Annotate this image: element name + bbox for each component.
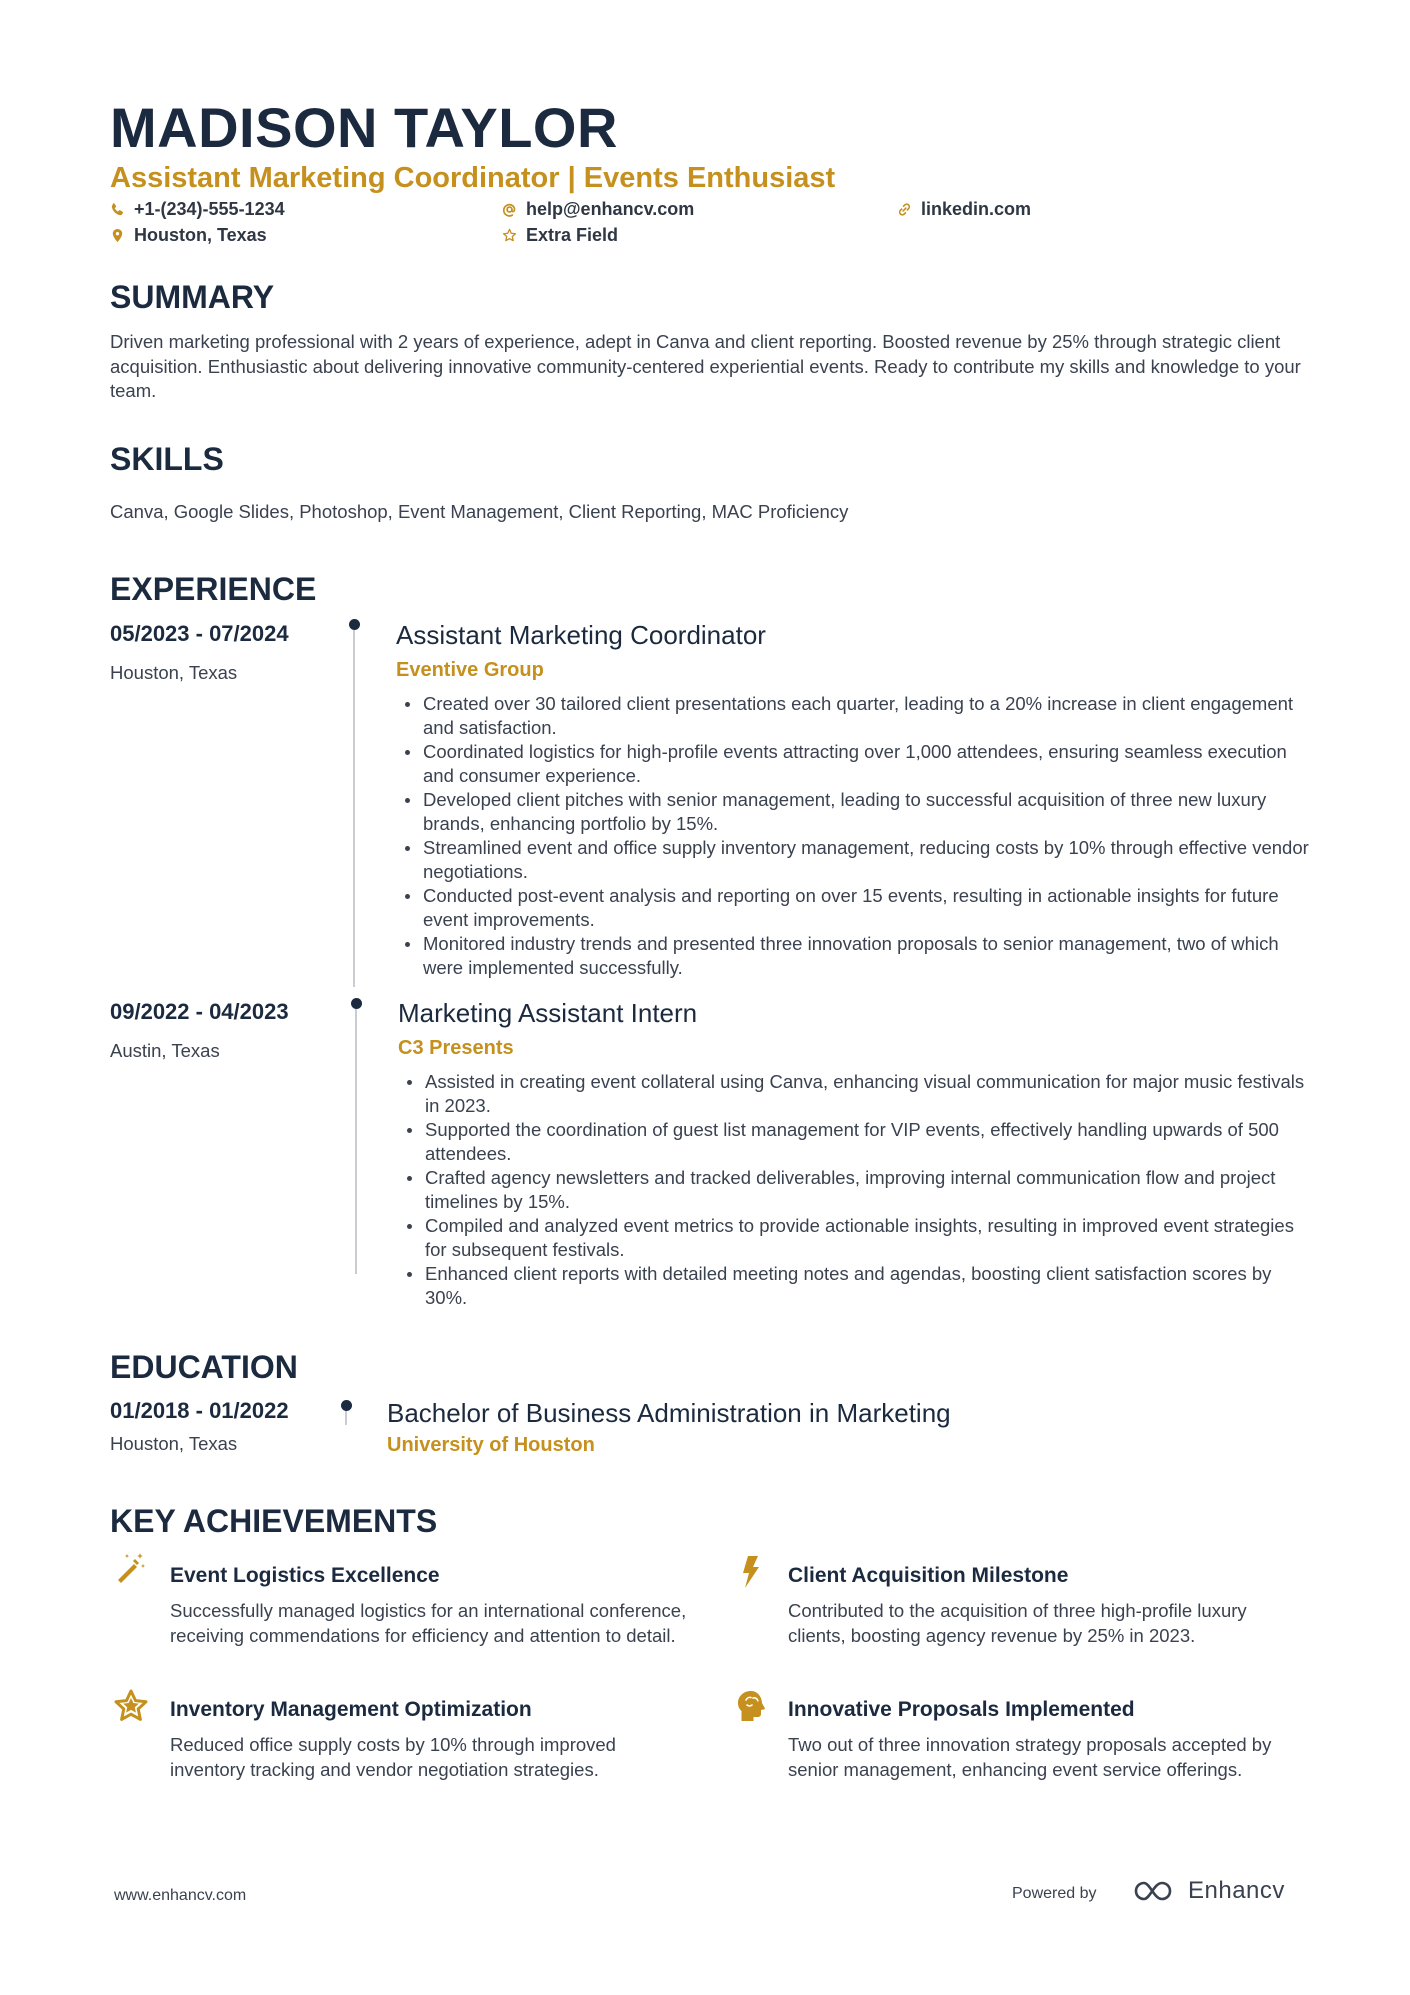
achievement-1-desc: Successfully managed logistics for an international conference, receiving commendations for efficiency and attention to detail.	[170, 1600, 687, 1646]
list-item: Conducted post-event analysis and reporting on over 15 events, resulting in actionable insights for future event improvements.	[396, 884, 1314, 932]
contact-link[interactable]	[897, 198, 1031, 220]
timeline-dot	[341, 1400, 352, 1411]
star-outline-icon	[502, 228, 517, 243]
phone-text: +1-(234)-555-1234	[134, 199, 285, 219]
timeline-line	[345, 1411, 347, 1425]
extra-text: Extra Field	[526, 225, 619, 245]
education-school: University of Houston	[387, 1434, 595, 1456]
footer-brand-name: Enhancv	[1188, 1877, 1285, 1904]
summary-text: Driven marketing professional with 2 years of experience, adept in Canva and client reporting. Boosted revenue by 25% through strategic client acquisition. Enthusiastic about delivering innovative community-centered experiential events. Ready to contribute my skills and knowledge to your team.	[110, 331, 1301, 401]
job-2-company: C3 Presents	[398, 1037, 514, 1059]
list-item: Coordinated logistics for high-profile events attracting over 1,000 attendees, ensuring seamless execution and consumer experience.	[396, 740, 1314, 788]
job-1-role: Assistant Marketing Coordinator	[396, 620, 766, 650]
contact-extra	[502, 224, 618, 246]
job-1-bullets	[396, 692, 1314, 980]
skills-text: Canva, Google Slides, Photoshop, Event Management, Client Reporting, MAC Proficiency	[110, 501, 849, 522]
achievement-3-title: Inventory Management Optimization	[170, 1698, 532, 1721]
contact-email[interactable]	[502, 198, 694, 220]
list-item: Supported the coordination of guest list management for VIP events, effectively handling upwards of 500 attendees.	[398, 1118, 1312, 1166]
achievements-title: KEY ACHIEVEMENTS	[110, 1503, 438, 1539]
job-1-dates: 05/2023 - 07/2024	[110, 621, 289, 646]
education-location: Houston, Texas	[110, 1433, 238, 1454]
footer-logo[interactable]	[1132, 1876, 1285, 1906]
star-icon	[113, 1688, 149, 1724]
achievement-2-title: Client Acquisition Milestone	[788, 1564, 1069, 1587]
candidate-name: MADISON TAYLOR	[110, 96, 618, 159]
job-1-location: Houston, Texas	[110, 662, 238, 683]
at-sign-icon	[502, 202, 517, 217]
achievement-2-desc: Contributed to the acquisition of three high-profile luxury clients, boosting agency revenue by 25% in 2023.	[788, 1600, 1247, 1646]
job-1-company: Eventive Group	[396, 659, 544, 681]
link-text: linkedin.com	[921, 199, 1032, 219]
timeline-dot	[349, 619, 360, 630]
link-icon	[897, 202, 912, 217]
achievement-4-desc: Two out of three innovation strategy proposals accepted by senior management, enhancing event service offerings.	[788, 1734, 1272, 1780]
email-text: help@enhancv.com	[526, 199, 695, 219]
summary-title: SUMMARY	[110, 279, 275, 315]
job-2-bullets	[398, 1070, 1312, 1310]
footer-powered-by: Powered by	[1012, 1885, 1097, 1902]
timeline-line	[353, 630, 355, 987]
list-item: Crafted agency newsletters and tracked deliverables, improving internal communication flow and project timelines by 15%.	[398, 1166, 1312, 1214]
achievement-1-title: Event Logistics Excellence	[170, 1564, 440, 1587]
achievement-3-desc: Reduced office supply costs by 10% through improved inventory tracking and vendor negotiation strategies.	[170, 1734, 616, 1780]
lightning-bolt-icon	[733, 1554, 769, 1590]
contact-location	[110, 224, 267, 246]
list-item: Streamlined event and office supply inventory management, reducing costs by 10% through effective vendor negotiations.	[396, 836, 1314, 884]
list-item: Monitored industry trends and presented three innovation proposals to senior management, two of which were implemented successfully.	[396, 932, 1314, 980]
education-degree: Bachelor of Business Administration in Marketing	[387, 1398, 951, 1428]
list-item: Developed client pitches with senior management, leading to successful acquisition of three new luxury brands, enhancing portfolio by 15%.	[396, 788, 1314, 836]
location-text: Houston, Texas	[134, 225, 267, 245]
magic-wand-icon	[112, 1550, 148, 1586]
achievement-4-title: Innovative Proposals Implemented	[788, 1698, 1135, 1721]
list-item: Compiled and analyzed event metrics to provide actionable insights, resulting in improved event strategies for subsequent festivals.	[398, 1214, 1312, 1262]
candidate-headline: Assistant Marketing Coordinator | Events Enthusiast	[110, 162, 836, 194]
job-2-role: Marketing Assistant Intern	[398, 998, 698, 1028]
list-item: Enhanced client reports with detailed meeting notes and agendas, boosting client satisfaction scores by 30%.	[398, 1262, 1312, 1310]
footer-website-link[interactable]: www.enhancv.com	[114, 1887, 247, 1904]
timeline-dot	[351, 998, 362, 1009]
contact-phone[interactable]	[110, 198, 285, 220]
job-2-location: Austin, Texas	[110, 1040, 220, 1061]
education-dates: 01/2018 - 01/2022	[110, 1398, 289, 1423]
list-item: Created over 30 tailored client presentations each quarter, leading to a 20% increase in client engagement and satisfaction.	[396, 692, 1314, 740]
enhancv-logo-icon	[1132, 1876, 1180, 1906]
skills-title: SKILLS	[110, 441, 224, 477]
timeline-line	[355, 1009, 357, 1274]
map-pin-icon	[110, 228, 125, 243]
education-title: EDUCATION	[110, 1349, 298, 1385]
list-item: Assisted in creating event collateral using Canva, enhancing visual communication for major music festivals in 2023.	[398, 1070, 1312, 1118]
experience-title: EXPERIENCE	[110, 571, 317, 607]
brain-head-icon	[733, 1688, 769, 1724]
job-2-dates: 09/2022 - 04/2023	[110, 999, 289, 1024]
phone-icon	[110, 202, 125, 217]
